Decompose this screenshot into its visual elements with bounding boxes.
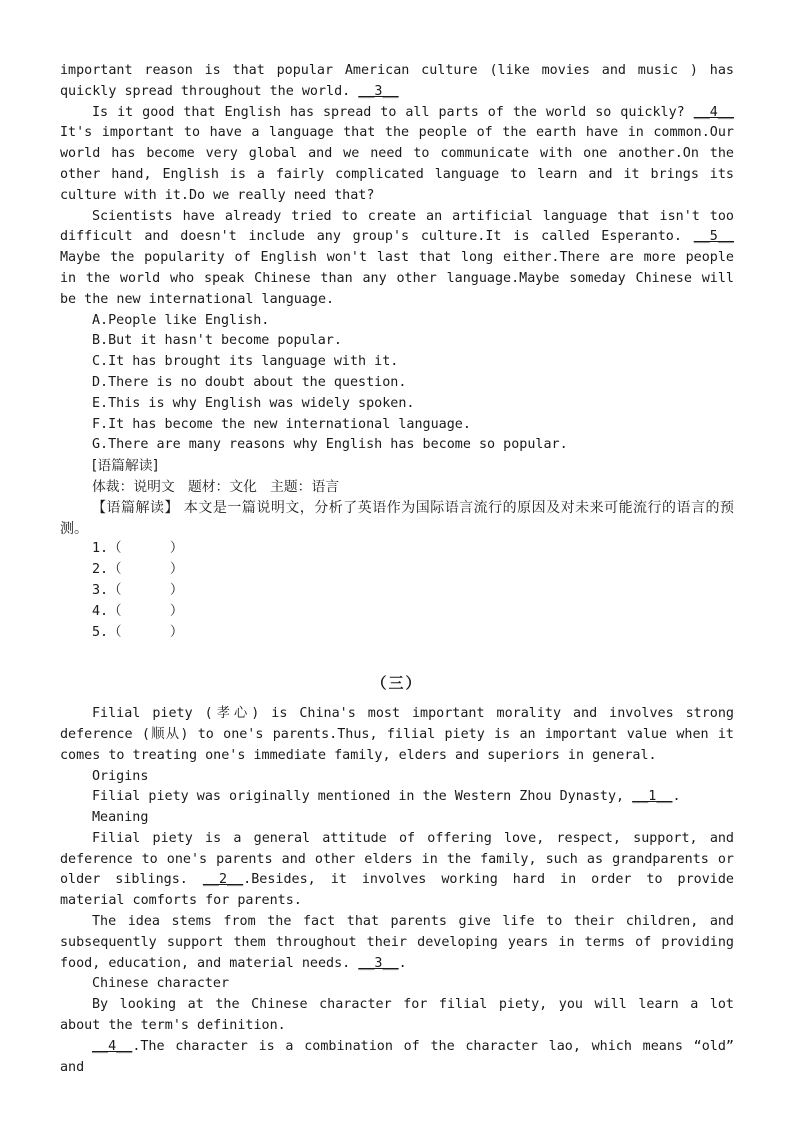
meaning-paragraph: [60, 829, 734, 912]
option-d: D.There is no doubt about the question.: [92, 374, 407, 390]
origins-heading: Origins: [92, 768, 149, 784]
passage-paragraph-continued: [60, 61, 734, 103]
option-c: C.It has brought its language with it.: [92, 354, 399, 370]
text-run: Scientists have already tried to create an artificial language that isn't too difficult and doesn't include any group's culture.It is called Esperanto.: [60, 208, 734, 245]
section-title: （三）: [371, 674, 423, 693]
passage-paragraph-q4: [60, 103, 734, 207]
document-page: [60, 61, 734, 1078]
text-run: .: [672, 789, 681, 805]
text-run: .Besides, it involves working hard in order to provide material comforts for parents.: [60, 872, 734, 909]
blank-s3-3[interactable]: __3__: [358, 955, 399, 971]
blank-4[interactable]: __4__: [693, 104, 734, 120]
blank-s3-1[interactable]: __1__: [632, 789, 673, 805]
text-run: .The character is a combination of the character lao, which means “old” and: [60, 1038, 734, 1075]
last-paragraph: [60, 1037, 734, 1079]
analysis-heading: [语篇解读]: [92, 458, 158, 475]
text-run: Maybe the popularity of English won't last that long either.There are more people in the world who speak Chinese than any other language.Maybe someday Chinese will be the new international language.: [60, 250, 734, 307]
analysis-meta: 体裁：说明文 题材：文化 主题：语言: [92, 478, 340, 495]
option-a: A.People like English.: [92, 312, 270, 328]
passage-paragraph-q5: [60, 207, 734, 311]
answer-1[interactable]: 1.（ ）: [92, 541, 184, 557]
blank-3[interactable]: __3__: [358, 83, 399, 99]
text-run: .: [398, 955, 407, 971]
meaning-heading: Meaning: [92, 810, 149, 826]
text-run: The idea stems from the fact that parents give life to their children, and subsequently support them throughout their developing years in terms of providing food, education, and material needs.: [60, 914, 734, 971]
text-run: Is it good that English has spread to all parts of the world so quickly?: [92, 104, 694, 120]
intro-paragraph: Filial piety (孝心) is China's most important morality and involves strong deference (顺从) to one's parents.Thus, filial piety is an important value when it comes to treating one's immediate family, elders and superiors in general.: [60, 706, 734, 763]
text-run: It's important to have a language that the people of the earth have in common.Our world has become very global and we need to communicate with one another.On the other hand, English is a fairly complicated language to learn and it brings its culture with it.Do we really need that?: [60, 125, 734, 203]
option-g: G.There are many reasons why English has become so popular.: [92, 437, 568, 453]
option-e: E.This is why English was widely spoken.: [92, 395, 415, 411]
answer-2[interactable]: 2.（ ）: [92, 562, 184, 578]
answer-4[interactable]: 4.（ ）: [92, 603, 184, 619]
option-f: F.It has become the new international language.: [92, 416, 471, 432]
idea-paragraph: [60, 912, 734, 974]
blank-s3-2[interactable]: __2__: [202, 872, 244, 888]
text-run: important reason is that popular American culture (like movies and music ) has quickly spread throughout the world.: [60, 63, 734, 99]
character-paragraph: By looking at the Chinese character for filial piety, you will learn a lot about the term's definition.: [60, 997, 734, 1034]
text-run: Filial piety was originally mentioned in the Western Zhou Dynasty,: [92, 789, 633, 805]
answer-3[interactable]: 3.（ ）: [92, 582, 184, 598]
blank-5[interactable]: __5__: [693, 229, 734, 245]
text-run: Filial piety is a general attitude of offering love, respect, support, and deference to one's parents and other elders in the family, such as grandparents or older siblings.: [60, 830, 734, 888]
answer-5[interactable]: 5.（ ）: [92, 624, 184, 640]
analysis-text: 【语篇解读】 本文是一篇说明文，分析了英语作为国际语言流行的原因及对未来可能流行的语言的预测。: [60, 499, 734, 537]
option-b: B.But it hasn't become popular.: [92, 333, 342, 349]
character-heading: Chinese character: [92, 976, 230, 992]
origins-paragraph: [60, 787, 734, 808]
answer-list: [60, 539, 734, 643]
options-list: [60, 311, 734, 457]
blank-s3-4[interactable]: __4__: [92, 1038, 133, 1054]
